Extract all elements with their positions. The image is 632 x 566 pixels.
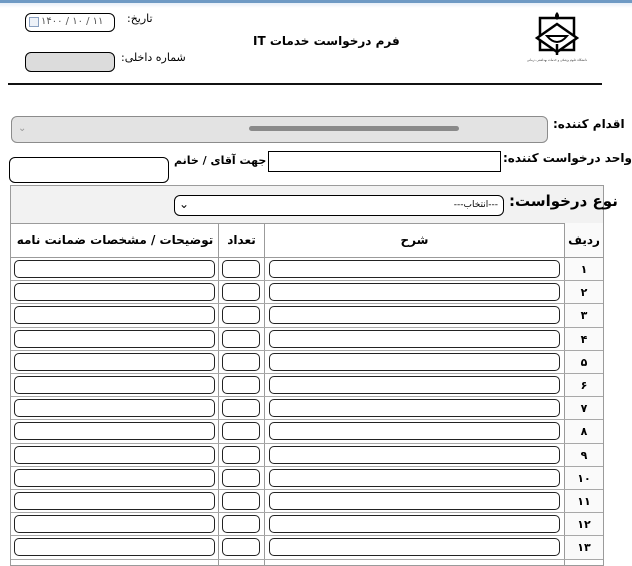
notes-input[interactable]	[14, 376, 215, 394]
quantity-input[interactable]	[222, 515, 260, 533]
internal-number-label: شماره داخلی:	[121, 51, 186, 64]
quantity-input[interactable]	[222, 469, 260, 487]
quantity-input[interactable]	[222, 422, 260, 440]
header-divider	[8, 83, 291, 85]
date-field[interactable]	[25, 13, 115, 32]
column-header-quantity: تعداد	[227, 233, 256, 247]
description-input[interactable]	[269, 330, 560, 348]
description-input[interactable]	[269, 399, 560, 417]
description-input[interactable]	[269, 376, 560, 394]
quantity-input[interactable]	[222, 538, 260, 556]
actor-select[interactable]	[11, 116, 548, 143]
actor-label: اقدام کننده:	[553, 117, 625, 131]
request-type-bar	[11, 186, 618, 224]
table-row	[11, 536, 603, 559]
request-type-label: نوع درخواست:	[509, 192, 618, 210]
request-items-table	[10, 185, 618, 566]
quantity-input[interactable]	[222, 353, 260, 371]
description-input[interactable]	[269, 306, 560, 324]
notes-input[interactable]	[14, 399, 215, 417]
page-title: فرم درخواست خدمات IT	[253, 34, 400, 48]
table-row	[11, 374, 603, 397]
row-number: ۷	[565, 397, 603, 420]
for-person-input[interactable]	[9, 157, 169, 183]
description-input[interactable]	[269, 260, 560, 278]
quantity-input[interactable]	[222, 492, 260, 510]
notes-input[interactable]	[14, 515, 215, 533]
university-logo	[527, 10, 587, 66]
top-fade	[0, 3, 632, 8]
table-row	[11, 328, 603, 351]
row-number: ۱۳	[565, 536, 603, 559]
actor-value-redacted	[249, 126, 459, 131]
row-number: ۱۲	[565, 513, 603, 536]
notes-input[interactable]	[14, 330, 215, 348]
row-number: ۱۰	[565, 467, 603, 490]
table-row	[11, 281, 603, 304]
table-row	[11, 351, 603, 374]
quantity-input[interactable]	[222, 399, 260, 417]
table-row	[11, 258, 603, 281]
table-row	[11, 304, 603, 327]
notes-input[interactable]	[14, 353, 215, 371]
description-input[interactable]	[269, 446, 560, 464]
row-number: ۱۱	[565, 490, 603, 513]
header-divider-right	[291, 83, 602, 85]
description-input[interactable]	[269, 469, 560, 487]
internal-number-field[interactable]	[25, 52, 115, 72]
row-number: ۹	[565, 444, 603, 467]
row-number: ۱	[565, 258, 603, 281]
column-header-description: شرح	[400, 233, 429, 247]
description-input[interactable]	[269, 283, 560, 301]
calendar-icon[interactable]	[29, 17, 39, 27]
quantity-input[interactable]	[222, 330, 260, 348]
row-number: ۶	[565, 374, 603, 397]
row-number: ۵	[565, 351, 603, 374]
chevron-down-icon: ⌄	[18, 123, 27, 134]
notes-input[interactable]	[14, 422, 215, 440]
row-number: ۴	[565, 328, 603, 351]
description-input[interactable]	[269, 492, 560, 510]
row-number: ۲	[565, 281, 603, 304]
quantity-input[interactable]	[222, 306, 260, 324]
notes-input[interactable]	[14, 306, 215, 324]
request-type-value: ---انتخاب---	[453, 200, 498, 210]
row-number: ۳	[565, 304, 603, 327]
table-row	[11, 513, 603, 536]
chevron-down-icon: ⌄	[179, 197, 190, 211]
description-input[interactable]	[269, 538, 560, 556]
description-input[interactable]	[269, 422, 560, 440]
notes-input[interactable]	[14, 492, 215, 510]
table-row	[11, 420, 603, 443]
quantity-input[interactable]	[222, 283, 260, 301]
notes-input[interactable]	[14, 283, 215, 301]
table-row	[11, 397, 603, 420]
table-row	[11, 490, 603, 513]
for-person-label: جهت آقای / خانم	[174, 154, 267, 167]
grid-line	[11, 559, 603, 560]
requesting-unit-label: واحد درخواست کننده:	[503, 151, 632, 165]
requesting-unit-input[interactable]	[268, 151, 501, 172]
column-header-notes: توضیحات / مشخصات ضمانت نامه	[16, 233, 214, 247]
column-header-row-number: ردیف	[565, 223, 603, 257]
request-type-select[interactable]	[174, 195, 504, 216]
quantity-input[interactable]	[222, 446, 260, 464]
quantity-input[interactable]	[222, 260, 260, 278]
notes-input[interactable]	[14, 446, 215, 464]
table-row	[11, 467, 603, 490]
quantity-input[interactable]	[222, 376, 260, 394]
logo-caption: دانشگاه علوم پزشکی و خدمات بهداشتی درمانی	[526, 58, 588, 62]
notes-input[interactable]	[14, 260, 215, 278]
description-input[interactable]	[269, 515, 560, 533]
table-header-row	[11, 223, 603, 258]
date-label: تاریخ:	[127, 12, 153, 25]
table-row	[11, 444, 603, 467]
row-number: ۸	[565, 420, 603, 443]
date-value: ۱۴۰۰ / ۱۰ / ۱۱	[41, 16, 104, 27]
description-input[interactable]	[269, 353, 560, 371]
notes-input[interactable]	[14, 538, 215, 556]
notes-input[interactable]	[14, 469, 215, 487]
